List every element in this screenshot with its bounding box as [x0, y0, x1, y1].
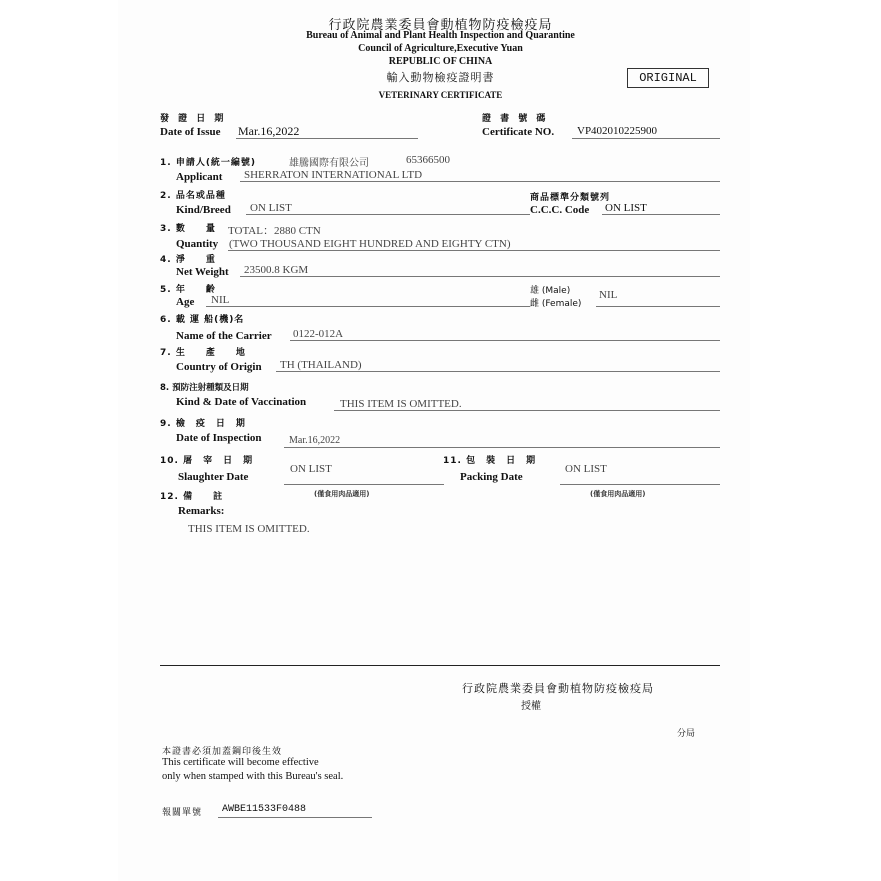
- sex-underline: [596, 306, 720, 307]
- vaccination-underline: [334, 410, 720, 411]
- kind-value: ON LIST: [250, 202, 292, 214]
- carrier-label-zh: 6. 載 運 船(機)名: [160, 315, 245, 325]
- applicant-label: Applicant: [176, 171, 223, 183]
- quantity-words: (TWO THOUSAND EIGHT HUNDRED AND EIGHTY CTN): [229, 238, 511, 250]
- authorized-zh: 授權: [521, 701, 541, 712]
- issue-date-value: Mar.16,2022: [238, 124, 300, 138]
- applicant-name-zh: 雄騰國際有限公司: [289, 158, 369, 169]
- branch-zh: 分局: [677, 729, 696, 739]
- inspection-underline: [284, 447, 720, 448]
- inspection-label: Date of Inspection: [176, 432, 262, 444]
- kind-label: Kind/Breed: [176, 204, 231, 216]
- sex-female-label: 雌 (Female): [530, 299, 582, 309]
- kind-label-zh: 2. 品名或品種: [160, 191, 226, 201]
- issue-date-label: Date of Issue: [160, 126, 221, 138]
- age-label-zh: 5. 年 齡: [160, 285, 216, 295]
- slaughter-value: ON LIST: [290, 463, 332, 475]
- quantity-label-zh: 3. 數 量: [160, 224, 216, 234]
- sex-male-label: 雄 (Male): [530, 286, 571, 296]
- cert-no-label-zh: 證 書 號 碼: [482, 114, 549, 124]
- packing-label: Packing Date: [460, 471, 523, 483]
- cert-title-zh: 輸入動物檢疫證明書: [386, 71, 495, 84]
- agency-title-zh: 行政院農業委員會動植物防疫檢疫局: [328, 18, 553, 33]
- applicant-underline: [240, 181, 720, 182]
- ccc-label: C.C.C. Code: [530, 204, 590, 216]
- age-label: Age: [176, 296, 195, 308]
- slaughter-label: Slaughter Date: [178, 471, 249, 483]
- weight-value: 23500.8 KGM: [244, 264, 309, 276]
- cert-title-en: VETERINARY CERTIFICATE: [378, 90, 503, 100]
- quantity-underline: [228, 250, 720, 251]
- weight-underline: [240, 276, 720, 277]
- quantity-label: Quantity: [176, 238, 219, 250]
- carrier-label: Name of the Carrier: [176, 330, 272, 342]
- carrier-underline: [290, 340, 720, 341]
- applicant-id: 65366500: [406, 154, 450, 166]
- packing-label-zh: 11. 包 裝 日 期: [443, 456, 537, 466]
- origin-label-zh: 7. 生 產 地: [160, 348, 246, 358]
- remarks-value: THIS ITEM IS OMITTED.: [188, 523, 310, 535]
- vaccination-value: THIS ITEM IS OMITTED.: [340, 398, 462, 410]
- declaration-underline: [218, 817, 372, 818]
- council-title-en: Council of Agriculture,Executive Yuan: [358, 43, 523, 54]
- slaughter-note: (僅食用肉品適用): [314, 490, 370, 498]
- kind-underline: [246, 214, 530, 215]
- slaughter-label-zh: 10. 屠 宰 日 期: [160, 456, 254, 466]
- quantity-total: TOTAL：2880 CTN: [228, 225, 321, 237]
- ccc-value: ON LIST: [605, 202, 647, 214]
- issue-date-underline: [236, 138, 418, 139]
- origin-value: TH (THAILAND): [280, 359, 362, 371]
- age-value: NIL: [211, 294, 230, 306]
- declaration-label-zh: 報關單號: [162, 808, 203, 818]
- seal-note-zh: 本證書必須加蓋鋼印後生效: [162, 747, 283, 757]
- issue-date-label-zh: 發 證 日 期: [160, 114, 227, 124]
- cert-no-label: Certificate NO.: [482, 126, 555, 138]
- ccc-label-zh: 商品標準分類號列: [530, 193, 611, 203]
- authority-zh: 行政院農業委員會動植物防疫檢疫局: [462, 682, 654, 695]
- ccc-underline: [602, 214, 720, 215]
- packing-underline: [560, 484, 720, 485]
- sex-value: NIL: [599, 289, 618, 301]
- cert-no-value: VP402010225900: [577, 125, 658, 137]
- carrier-value: 0122-012A: [293, 328, 344, 340]
- packing-value: ON LIST: [565, 463, 607, 475]
- origin-underline: [276, 371, 720, 372]
- weight-label-zh: 4. 淨 重: [160, 255, 216, 265]
- applicant-value: SHERRATON INTERNATIONAL LTD: [244, 169, 423, 181]
- slaughter-underline: [284, 484, 444, 485]
- remarks-label-zh: 12. 備 註: [160, 492, 224, 502]
- weight-label: Net Weight: [176, 266, 229, 278]
- inspection-value: Mar.16,2022: [289, 435, 341, 446]
- cert-no-underline: [572, 138, 720, 139]
- origin-label: Country of Origin: [176, 361, 262, 373]
- declaration-value: AWBE11533F0488: [222, 804, 307, 815]
- vaccination-label-zh: 8. 預防注射種類及日期: [160, 383, 249, 393]
- inspection-label-zh: 9. 檢 疫 日 期: [160, 419, 246, 429]
- original-stamp: ORIGINAL: [627, 68, 709, 88]
- remarks-label: Remarks:: [178, 505, 225, 517]
- vaccination-label: Kind & Date of Vaccination: [176, 396, 307, 408]
- seal-note-en-line1: This certificate will become effective: [162, 757, 319, 768]
- signature-divider: [160, 665, 720, 666]
- seal-note-en-line2: only when stamped with this Bureau's seal.: [162, 771, 344, 782]
- applicant-label-zh: 1. 申請人(統一編號): [160, 158, 257, 168]
- bureau-title-en: Bureau of Animal and Plant Health Inspection and Quarantine: [306, 30, 575, 41]
- packing-note: (僅食用肉品適用): [590, 490, 646, 498]
- country-title-en: REPUBLIC OF CHINA: [388, 56, 493, 67]
- age-underline: [206, 306, 530, 307]
